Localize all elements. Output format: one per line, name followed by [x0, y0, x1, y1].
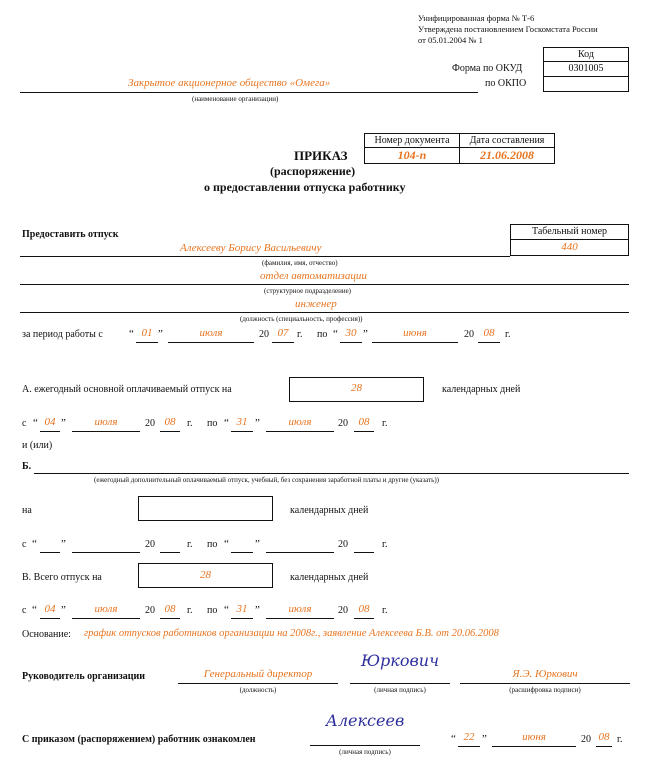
v-year-to: 08: [358, 603, 370, 615]
quote-close: ”: [482, 733, 487, 745]
section-b-days-box: [138, 496, 273, 521]
quote-open: “: [32, 538, 37, 550]
okud-code: 0301005: [543, 61, 629, 77]
period-day-from: 01: [141, 327, 153, 339]
b-month-from-line: [72, 552, 140, 553]
acquainted-label: С приказом (распоряжением) работник ознакомлен: [22, 734, 256, 745]
employee-signature-caption: (личная подпись): [339, 748, 391, 756]
approval-note: Утверждена постановлением Госкомстата России: [418, 24, 598, 34]
okpo-label: по ОКПО: [485, 78, 527, 89]
doc-num-header: Номер документа: [364, 133, 460, 148]
quote-close: ”: [61, 604, 66, 616]
year-suffix: г.: [617, 734, 623, 745]
a-month-to: июля: [288, 416, 312, 428]
quote-open: “: [224, 604, 229, 616]
period-label: за период работы с: [22, 329, 103, 340]
quote-open: “: [224, 538, 229, 550]
v-month-to-line: [266, 618, 334, 619]
head-decode: Я.Э. Юркович: [512, 668, 578, 680]
v-year-from: 08: [164, 603, 176, 615]
head-signature: Юркович: [360, 651, 440, 670]
a-year-from-line: [160, 431, 180, 432]
v-month-from: июля: [94, 603, 118, 615]
v-day-to: 31: [236, 603, 248, 615]
to-label: по: [207, 539, 218, 550]
acq-day-line: [458, 746, 480, 747]
a-year-to-line: [354, 431, 374, 432]
tab-num: 440: [510, 239, 629, 256]
section-a-days: 28: [351, 382, 362, 394]
year-suffix: г.: [505, 329, 511, 340]
acq-year-line: [596, 746, 612, 747]
employee-signature-line: [310, 745, 420, 746]
period-month-from-line: [168, 342, 254, 343]
year-prefix: 20: [464, 329, 474, 340]
dept-caption: (структурное подразделение): [264, 287, 352, 295]
year-suffix: г.: [382, 539, 388, 550]
section-v-days: 28: [200, 569, 211, 581]
section-b-caption: (ежегодный дополнительный оплачиваемый отпуск, учебный, без сохранения заработной платы и другие (указать)): [94, 476, 440, 484]
employee-name: Алексееву Борису Васильевичу: [180, 242, 322, 254]
period-month-from: июля: [199, 327, 223, 339]
period-day-to-line: [340, 342, 362, 343]
to-label: по: [317, 329, 328, 340]
a-month-to-line: [266, 431, 334, 432]
section-a-days-label: календарных дней: [442, 384, 521, 395]
okpo-code: [543, 76, 629, 92]
name-line: [20, 256, 510, 257]
year-suffix: г.: [382, 418, 388, 429]
basis-label: Основание:: [22, 629, 71, 640]
acq-month: июня: [522, 731, 546, 743]
section-b-days-label: календарных дней: [290, 505, 369, 516]
form-title: Унифицированная форма № Т-6: [418, 13, 535, 23]
a-day-from-line: [40, 431, 60, 432]
b-year-from-line: [160, 552, 180, 553]
a-month-from-line: [72, 431, 140, 432]
grant-label: Предоставить отпуск: [22, 229, 119, 240]
year-suffix: г.: [187, 605, 193, 616]
quote-open: “: [32, 604, 37, 616]
head-label: Руководитель организации: [22, 671, 146, 682]
b-year-to-line: [354, 552, 374, 553]
year-prefix: 20: [145, 539, 155, 550]
a-year-from: 08: [164, 416, 176, 428]
quote-close: ”: [255, 538, 260, 550]
year-suffix: г.: [382, 605, 388, 616]
code-header: Код: [543, 47, 629, 62]
year-suffix: г.: [297, 329, 303, 340]
a-day-to: 31: [236, 416, 248, 428]
from-label: с: [22, 605, 27, 616]
year-suffix: г.: [187, 418, 193, 429]
quote-close: ”: [158, 328, 163, 340]
section-b-line: [34, 473, 629, 474]
quote-open: “: [224, 417, 229, 429]
head-decode-line: [460, 683, 630, 684]
head-position: Генеральный директор: [203, 668, 313, 680]
head-signature-caption: (личная подпись): [374, 686, 426, 694]
year-prefix: 20: [145, 418, 155, 429]
section-v-days-label: календарных дней: [290, 572, 369, 583]
head-position-line: [178, 683, 338, 684]
acq-year: 08: [598, 731, 610, 743]
doc-date: 21.06.2008: [459, 147, 555, 164]
quote-close: ”: [255, 604, 260, 616]
period-year-to: 08: [483, 327, 495, 339]
period-day-to: 30: [345, 327, 357, 339]
period-year-from-line: [272, 342, 294, 343]
v-day-from: 04: [44, 603, 56, 615]
to-label: по: [207, 418, 218, 429]
position-caption: (должность (специальность, профессия)): [240, 315, 363, 323]
v-month-to: июля: [288, 603, 312, 615]
year-prefix: 20: [581, 734, 591, 745]
year-prefix: 20: [259, 329, 269, 340]
okud-label: Форма по ОКУД: [452, 63, 523, 74]
quote-open: “: [33, 417, 38, 429]
section-v-label: В. Всего отпуск на: [22, 572, 102, 583]
section-a-label: А. ежегодный основной оплачиваемый отпуск на: [22, 384, 232, 395]
org-caption: (наименование организации): [192, 95, 279, 103]
employee-signature: Алексеев: [325, 711, 405, 730]
v-month-from-line: [72, 618, 140, 619]
org-name: Закрытое акционерное общество «Омега»: [128, 77, 331, 89]
position: инженер: [295, 298, 337, 310]
basis-text: график отпусков работников организации на 2008г., заявление Алексеева Б.В. от 20.06.2008: [84, 628, 499, 639]
year-prefix: 20: [338, 539, 348, 550]
year-suffix: г.: [187, 539, 193, 550]
period-month-to: июня: [403, 327, 427, 339]
dept-line: [20, 284, 629, 285]
acq-day: 22: [463, 731, 475, 743]
year-prefix: 20: [145, 605, 155, 616]
to-label: по: [207, 605, 218, 616]
name-caption: (фамилия, имя, отчество): [262, 259, 338, 267]
v-year-to-line: [354, 618, 374, 619]
b-day-from-line: [40, 552, 60, 553]
head-signature-line: [350, 683, 450, 684]
quote-close: ”: [363, 328, 368, 340]
doc-date-header: Дата составления: [459, 133, 555, 148]
year-prefix: 20: [338, 418, 348, 429]
from-label: с: [22, 418, 27, 429]
from-label: с: [22, 539, 27, 550]
a-day-from: 04: [44, 416, 56, 428]
quote-close: ”: [61, 538, 66, 550]
quote-open: “: [129, 328, 134, 340]
v-year-from-line: [160, 618, 180, 619]
doc-num: 104-п: [364, 147, 460, 164]
quote-open: “: [451, 733, 456, 745]
tab-num-header: Табельный номер: [510, 224, 629, 240]
quote-close: ”: [61, 417, 66, 429]
order-title: ПРИКАЗ: [294, 148, 348, 163]
quote-close: ”: [255, 417, 260, 429]
head-decode-caption: (расшифровка подписи): [509, 686, 581, 694]
year-prefix: 20: [338, 605, 348, 616]
order-heading: о предоставлении отпуска работнику: [204, 180, 406, 194]
b-day-to-line: [231, 552, 253, 553]
order-subtitle: (распоряжение): [270, 164, 356, 178]
period-month-to-line: [372, 342, 458, 343]
org-line: [20, 92, 478, 93]
acq-month-line: [492, 746, 576, 747]
a-day-to-line: [231, 431, 253, 432]
v-day-to-line: [231, 618, 253, 619]
period-year-from: 07: [277, 327, 289, 339]
v-day-from-line: [40, 618, 60, 619]
approval-date: от 05.01.2004 № 1: [418, 35, 483, 45]
a-month-from: июля: [94, 416, 118, 428]
period-day-from-line: [136, 342, 158, 343]
section-b-label: Б.: [22, 461, 32, 472]
b-na-label: на: [22, 505, 32, 516]
head-position-caption: (должность): [239, 686, 277, 694]
a-year-to: 08: [358, 416, 370, 428]
and-or: и (или): [22, 440, 53, 451]
b-month-to-line: [266, 552, 334, 553]
period-year-to-line: [478, 342, 500, 343]
department: отдел автоматизации: [260, 270, 367, 282]
quote-open: “: [333, 328, 338, 340]
position-line: [20, 312, 629, 313]
